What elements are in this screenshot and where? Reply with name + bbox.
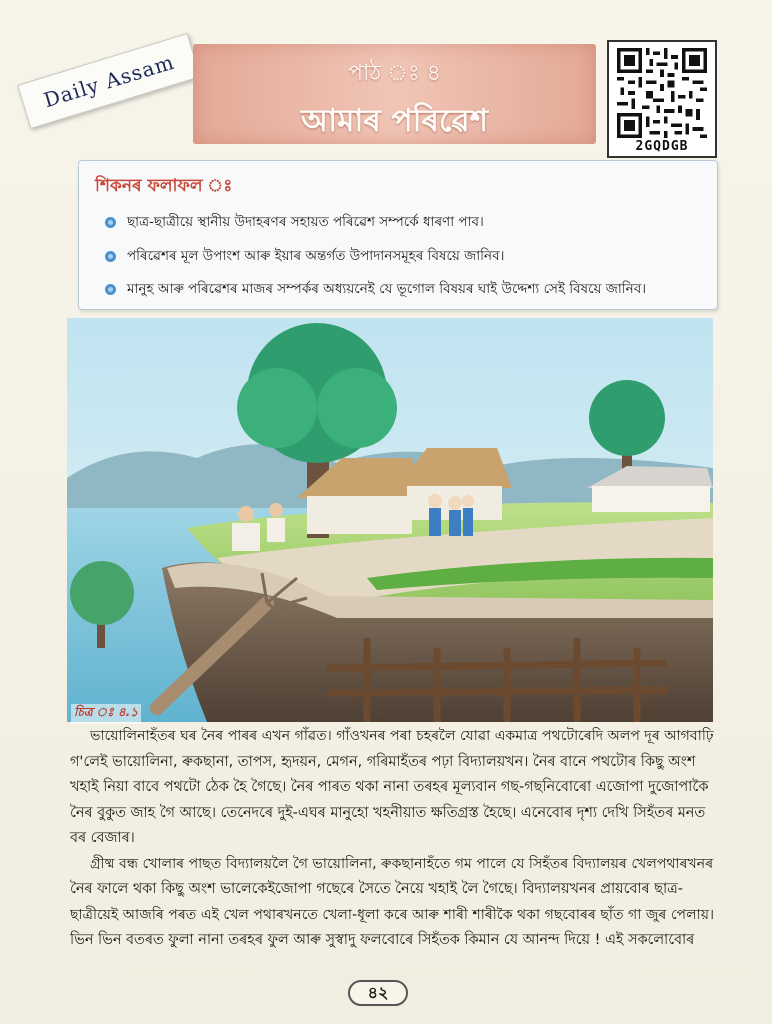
body-line: গ'লেই ভায়োলিনা, ৰুকছানা, তাপস, হৃদয়ন, মেগন, গৰিমাহঁতৰ পঢ়া বিদ্যালয়খন। নৈৰ বানে পথটোৰ কিছু অংশ <box>70 753 696 770</box>
chapter-header <box>193 44 596 144</box>
body-line: ভিন ভিন বতৰত ফুলা নানা তৰহৰ ফুল আৰু সুস্বাদু ফলবোৰে সিহঁতক কিমান যে আনন্দ দিয়ে ! এই সকলোবোৰ <box>70 932 695 948</box>
figure-label: চিত্ৰ ঃ ৪.১ <box>71 704 141 724</box>
body-line: নৈৰ ফালে থকা কিছু অংশ ভালেকেইজোপা গছেৰে সৈতে নৈয়ে খহাই লৈ গৈছে। বিদ্যালয়খনৰ প্ৰায়বোৰ ছাত্ৰ- <box>70 881 683 897</box>
learning-outcomes-box <box>78 160 718 310</box>
outcome-item <box>105 245 504 268</box>
outcome-item <box>105 211 484 234</box>
chapter-body-text <box>70 724 718 954</box>
body-line: গ্ৰীষ্ম বন্ধ খোলাৰ পাছত বিদ্যালয়লৈ গৈ ভায়োলিনা, ৰুকছানাহঁতে গম পালে যে সিহঁতৰ বিদ্যালয়ৰ খেলপথাৰখনৰ <box>90 855 714 872</box>
body-line: খহাই নিয়া বাবে পথটো ঠেক হৈ গৈছে। নৈৰ পাৰত থকা নানা তৰহৰ মূল্যবান গছ-গছনিবোৰো এজোপা দুজোপাকৈ <box>70 779 709 795</box>
learning-outcomes-heading: শিকনৰ ফলাফল ঃ <box>95 176 233 196</box>
page-number: ৪২ <box>348 980 408 1006</box>
qr-code-box[interactable] <box>607 40 717 158</box>
chapter-number: পাঠ ঃ ৪ <box>348 61 441 86</box>
qr-code-text: 2GQDGB <box>635 139 689 154</box>
bullet-icon <box>105 284 116 295</box>
qr-code-icon <box>617 48 707 138</box>
body-line: নৈৰ বুকুত জাহ গৈ আছে। তেনেদৰে দুই-এঘৰ মানুহো খহনীয়াত ক্ষতিগ্ৰস্ত হৈছে। এনেবোৰ দৃশ্য দেখি সিহঁতৰ মনত <box>70 804 706 821</box>
outcome-item <box>105 278 646 301</box>
body-line: বৰ বেজাৰ। <box>70 830 135 846</box>
outcome-text: মানুহ আৰু পৰিৱেশৰ মাজৰ সম্পৰ্কৰ অধ্যয়নেই যে ভূগোল বিষয়ৰ ঘাই উদ্দেশ্য সেই বিষয়ে জানিব। <box>127 281 647 297</box>
chapter-title: আমাৰ পৰিৱেশ <box>301 103 488 139</box>
bullet-icon <box>105 251 116 262</box>
body-line: ভায়োলিনাহঁতৰ ঘৰ নৈৰ পাৰৰ এখন গাঁৱত। গাঁওখনৰ পৰা চহৰলৈ যোৱা একমাত্ৰ পথটোৰেদি অলপ দূৰ আগবাঢ়ি <box>90 728 714 744</box>
bullet-icon <box>105 217 116 228</box>
riverbank-village-illustration <box>67 318 713 722</box>
outcome-text: পৰিৱেশৰ মূল উপাংশ আৰু ইয়াৰ অন্তৰ্গত উপাদানসমূহৰ বিষয়ে জানিব। <box>127 248 505 264</box>
body-line: ছাত্ৰীয়েই আজৰি পৰত এই খেল পথাৰখনতে খেলা-ধূলা কৰে আৰু শাৰী শাৰীকৈ থকা গছবোৰৰ ছাঁত গা জুৰ পেলায়। <box>70 906 715 923</box>
watermark-label: Daily Assam <box>17 33 201 129</box>
outcome-text: ছাত্ৰ-ছাত্ৰীয়ে স্থানীয় উদাহৰণৰ সহায়ত পৰিৱেশ সম্পৰ্কে ধাৰণা পাব। <box>127 214 484 230</box>
